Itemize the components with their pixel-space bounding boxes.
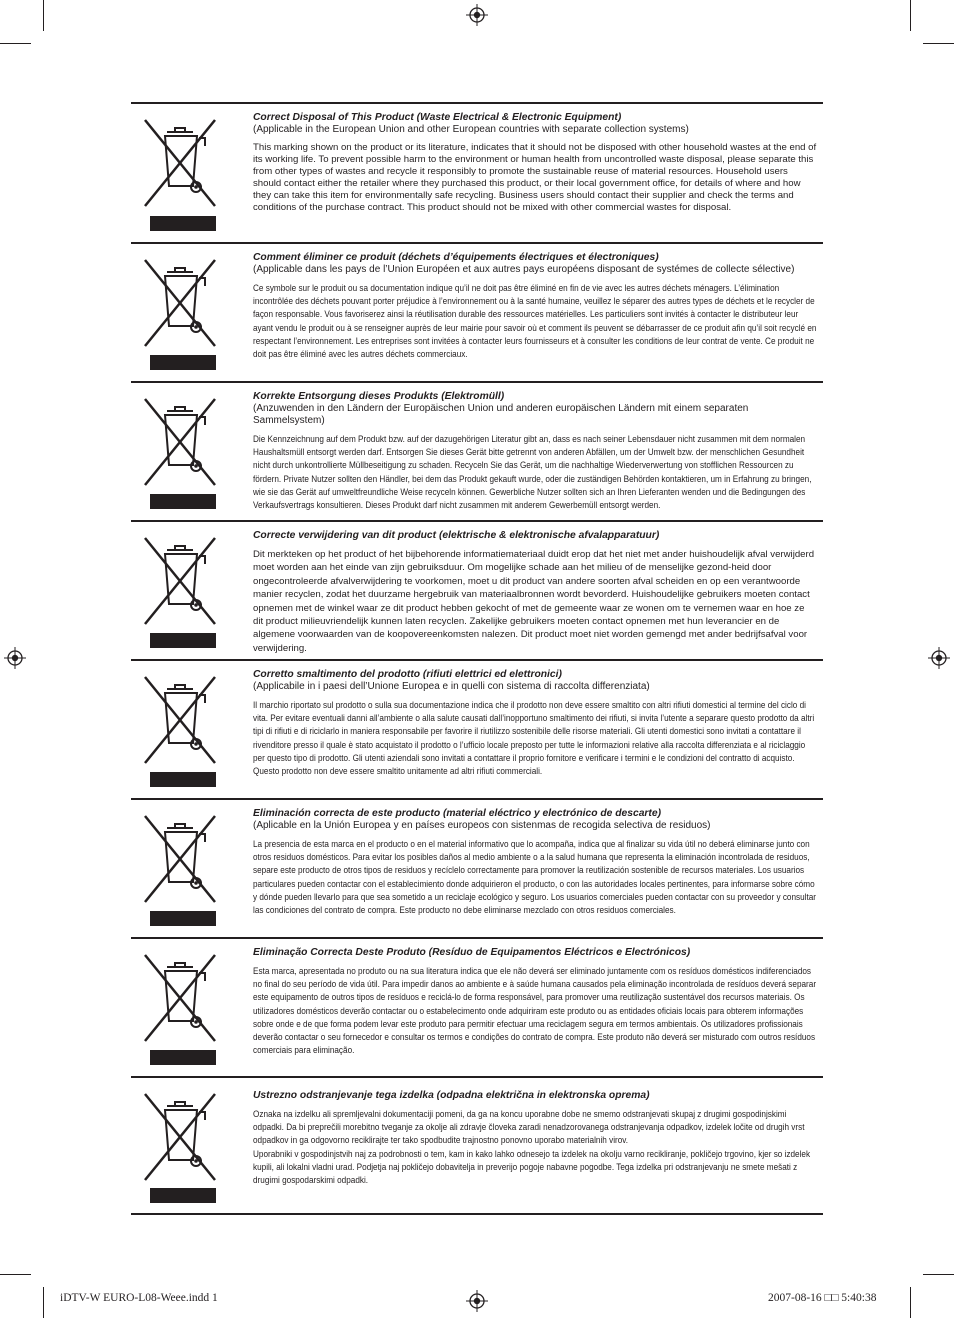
footer-filename: iDTV-W EURO-L08-Weee.indd 1	[60, 1292, 218, 1304]
crossed-out-wheelie-bin-icon	[141, 532, 219, 632]
crop-mark	[923, 43, 954, 44]
section-title: Korrekte Entsorgung dieses Produkts (Elektromüll)	[253, 391, 505, 402]
weee-section-german	[131, 381, 823, 520]
section-body: Il marchio riportato sul prodotto o sulla sua documentazione indica che il prodotto non deve essere smaltito con altri rifiuti domestici al termine del ciclo di vita. Per evitare eventuali danni all’ambiente o alla salute causati dall’inopportuno smaltimento dei rifiuti, si invita l’utente a separare questo prodotto da altri tipi di rifiuti e di riciclarlo in maniera responsabile per favorire il riutilizzo sostenibile delle risorse materiali. Gli utenti domestici sono invitati a contattare il rivenditore presso il quale è stato acquistato il prodotto o l’ufficio locale preposto per tutte le informazioni relative alla raccolta differenziata e al riciclaggio per questo tipo di prodotto. Gli utenti aziendali sono invitati a contattare il proprio fornitore e verificare i termini e le condizioni del contratto di acquisto. Questo prodotto non deve essere smaltito unitamente ad altri rifiuti commerciali.	[253, 700, 815, 777]
section-text	[253, 252, 817, 361]
black-bar	[150, 633, 216, 648]
crossed-out-wheelie-bin-icon	[141, 393, 219, 493]
black-bar	[150, 1050, 216, 1065]
registration-mark-icon	[466, 4, 488, 26]
black-bar	[150, 911, 216, 926]
crop-mark	[0, 1274, 31, 1275]
section-subtitle: (Applicable in the European Union and other European countries with separate collection systems)	[253, 124, 689, 135]
crop-mark	[910, 0, 911, 31]
section-body: Esta marca, apresentada no produto ou na sua literatura indica que ele não deverá ser eliminado juntamente com os resíduos domésticos indiferenciados no final do seu período de vida útil. Para impedir danos ao ambiente e à saúde humana causados pela eliminação incontrolada de resíduos deverá separar este equipamento de outros tipos de resíduos e reciclá-lo de forma responsável, para promover uma reutilização sustentável dos recursos materiais. Os utilizadores domésticos deverão contactar ou o estabelecimento onde adquiriram este produto ou as entidades oficiais locais para obterem informações sobre onde e de que forma podem levar este produto para permitir efectuar uma reciclagem segura em termos ambientais. Os utilizadores profissionais deverão contactar o seu fornecedor e consultar os termos e condições do contrato de compra. Este produto não deverá ser misturado com outros resíduos comerciais para eliminação.	[253, 966, 817, 1056]
section-subtitle: (Applicabile in i paesi dell’Unione Europea e in quelli con sistema di raccolta differenziata)	[253, 681, 650, 692]
section-title: Corretto smaltimento del prodotto (rifiuti elettrici ed elettronici)	[253, 669, 562, 680]
registration-mark-icon	[466, 1290, 488, 1312]
crossed-out-wheelie-bin-icon	[141, 254, 219, 354]
section-body: La presencia de esta marca en el producto o en el material informativo que lo acompaña, indica que al finalizar su vida útil no deberá eliminarse junto con otros residuos domésticos. Para evitar los posibles daños al medio ambiente o a la salud humana que representa la eliminación incontrolada de residuos, separe este producto de otros tipos de residuos y recíclelo correctamente para promover la reutilización sostenible de recursos materiales. Los usuarios particulares pueden contactar con el establecimiento donde adquirieron el producto, o con las autoridades locales pertinentes, para informarse sobre cómo y dónde pueden llevarlo para que sea sometido a un reciclaje ecológico y seguro. Los usuarios comerciales pueden contactar con su proveedor y consultar las condiciones del contrato de compra. Este producto no debe eliminarse mezclado con otros residuos comerciales.	[253, 839, 817, 916]
footer-timestamp: 2007-08-16 □□ 5:40:38	[768, 1292, 877, 1304]
section-title: Correct Disposal of This Product (Waste Electrical & Electronic Equipment)	[253, 112, 622, 123]
black-bar	[150, 494, 216, 509]
black-bar	[150, 772, 216, 787]
crossed-out-wheelie-bin-icon	[141, 949, 219, 1049]
section-subtitle: (Aplicable en la Unión Europea y en países europeos con sistenmas de recogida selectiva de residuos)	[253, 820, 711, 831]
section-subtitle: (Anzuwenden in den Ländern der Europäischen Union und anderen europäischen Ländern mit einem separaten Sammelsystem)	[253, 403, 749, 426]
section-body: Die Kennzeichnung auf dem Produkt bzw. auf der dazugehörigen Literatur gibt an, dass es nach seiner Lebensdauer nicht zusammen mit dem normalen Haushaltsmüll entsorgt werden darf. Entsorgen Sie dieses Gerät bitte getrennt von anderen Abfällen, um der Umwelt bzw. der menschlichen Gesundheit nicht durch unkontrollierte Müllbeseitigung zu schaden. Recyceln Sie das Gerät, um die nachhaltige Wiederverwertung von stofflichen Ressourcen zu fördern. Private Nutzer sollten den Händler, bei dem das Produkt gekauft wurde, oder die zuständigen Behörden kontaktieren, um in Erfahrung zu bringen, wie sie das Gerät auf umweltfreundliche Weise recyceln können. Gewerbliche Nutzer sollten sich an Ihren Lieferanten wenden und die Bedingungen des Verkaufsvertrags konsultieren. Dieses Produkt darf nicht zusammen mit anderem Gewerbemüll entsorgt werden.	[253, 434, 812, 511]
registration-mark-icon	[4, 647, 26, 669]
crossed-out-wheelie-bin-icon	[141, 810, 219, 910]
weee-section-italian	[131, 659, 823, 798]
weee-section-english	[131, 102, 823, 242]
weee-section-spanish	[131, 798, 823, 937]
black-bar	[150, 216, 216, 231]
crop-mark	[43, 1287, 44, 1318]
section-text	[253, 112, 817, 215]
section-title: Eliminación correcta de este producto (material eléctrico y electrónico de descarte)	[253, 808, 662, 819]
crossed-out-wheelie-bin-icon	[141, 1088, 219, 1188]
section-title: Ustrezno odstranjevanje tega izdelka (odpadna električna in elektronska oprema)	[253, 1090, 650, 1101]
weee-section-dutch	[131, 520, 823, 659]
section-body: This marking shown on the product or its literature, indicates that it should not be disposed with other household wastes at the end of its working life. To prevent possible harm to the environment or human health from uncontrolled waste disposal, please separate this from other types of wastes and recycle it responsibly to promote the sustainable reuse of material resources. Household users should contact either the retailer where they purchased this product, or their local government office, for details of where and how they can take this item for environmentally safe recycling. Business users should contact their supplier and check the terms and conditions of the purchase contract. This product should not be mixed with other commercial wastes for disposal.	[253, 142, 817, 214]
crop-mark	[0, 43, 31, 44]
section-text	[253, 947, 817, 1057]
weee-section-slovenian	[131, 1076, 823, 1215]
registration-mark-icon	[928, 647, 950, 669]
section-title: Correcte verwijdering van dit product (elektrische & elektronische afvalapparatuur)	[253, 530, 660, 541]
section-subtitle: (Applicable dans les pays de l’Union Européen et aux autres pays européens disposant de systémes de collecte sélective)	[253, 264, 795, 275]
black-bar	[150, 1188, 216, 1203]
crop-mark	[910, 1287, 911, 1318]
section-title: Comment éliminer ce produit (déchets d’équipements électriques et électroniques)	[253, 252, 659, 263]
crossed-out-wheelie-bin-icon	[141, 114, 219, 214]
black-bar	[150, 355, 216, 370]
weee-section-portuguese	[131, 937, 823, 1076]
section-body: Oznaka na izdelku ali spremljevalni dokumentaciji pomeni, da ga na koncu uporabne dobe ne smemo odstranjevati skupaj z drugimi gospodinjskimi odpadki. Da bi preprečili morebitno tveganje za okolje ali zdravje človeka zaradi nenadzorovanega odstranjevanja odpadkov, izdelek ločite od drugih vrst odpadkov in ga odgovorno reciklirajte ter tako spodbudite trajnostno ponovno uporabo materialnih virov.	[253, 1109, 805, 1146]
crop-mark	[923, 1274, 954, 1275]
section-text	[253, 1090, 817, 1187]
section-text	[253, 530, 817, 655]
section-text	[253, 391, 817, 512]
section-body: Dit merkteken op het product of het bijbehorende informatiemateriaal duidt erop dat het niet met ander huishoudelijk afval verwijderd moet worden aan het einde van zijn gebruiksduur. Om mogelijke schade aan het milieu of de menselijke gezond-heid door ongecontroleerde afvalverwijdering te voorkomen, moet u dit product van andere soorten afval scheiden en op een verantwoorde manier recyclen, zodat het duurzame hergebruik van materiaalbronnen wordt bevorderd. Huishoudelijke gebruikers moeten contact opnemen met de winkel waar ze dit product hebben gekocht of met de gemeente waar ze wonen om te vernemen waar en hoe ze dit product milieuvriendelijk kunnen laten recyclen. Zakelijke gebruikers moeten contact opnemen met hun leverancier en de algemene voorwaarden van de koopovereenkomsten nalezen. Dit product moet niet worden gemengd met ander bedrijfsafval voor verwijdering.	[253, 549, 815, 654]
weee-section-french	[131, 242, 823, 381]
section-body: Ce symbole sur le produit ou sa documentation indique qu’il ne doit pas être éliminé en fin de vie avec les autres déchets ménagers. L’élimination incontrôlée des déchets pouvant porter préjudice à l’environnement ou à la santé humaine, veuillez le séparer des autres types de déchets et le recycler de façon responsable. Vous favoriserez ainsi la réutilisation durable des ressources matérielles. Les particuliers sont invités à contacter le distributeur leur ayant vendu le produit ou à se renseigner auprès de leur mairie pour savoir où et comment ils peuvent se débarrasser de ce produit afin qu’il soit recyclé en respectant l’environnement. Les entreprises sont invitées à contacter leurs fournisseurs et à consulter les conditions de leur contrat de vente. Ce produit ne doit pas être éliminé avec les autres déchets commerciaux.	[253, 283, 817, 360]
section-title: Eliminação Correcta Deste Produto (Resíduo de Equipamentos Eléctricos e Electrónicos)	[253, 947, 691, 958]
crop-mark	[43, 0, 44, 31]
section-text	[253, 669, 817, 778]
crossed-out-wheelie-bin-icon	[141, 671, 219, 771]
section-body-2: Uporabniki v gospodinjstvih naj za podrobnosti o tem, kam in kako lahko odnesejo ta izdelek na okolju varno recikliranje, pokličejo trgovino, kjer so izdelek kupili, ali lokalni vladni urad. Podjetja naj pokličejo dobavitelja in preverijo pogoje nabavne pogodbe. Tega izdelka pri odstranjevanju ne smete mešati z drugimi gospodarskimi odpadki.	[253, 1148, 811, 1186]
section-text	[253, 808, 817, 917]
